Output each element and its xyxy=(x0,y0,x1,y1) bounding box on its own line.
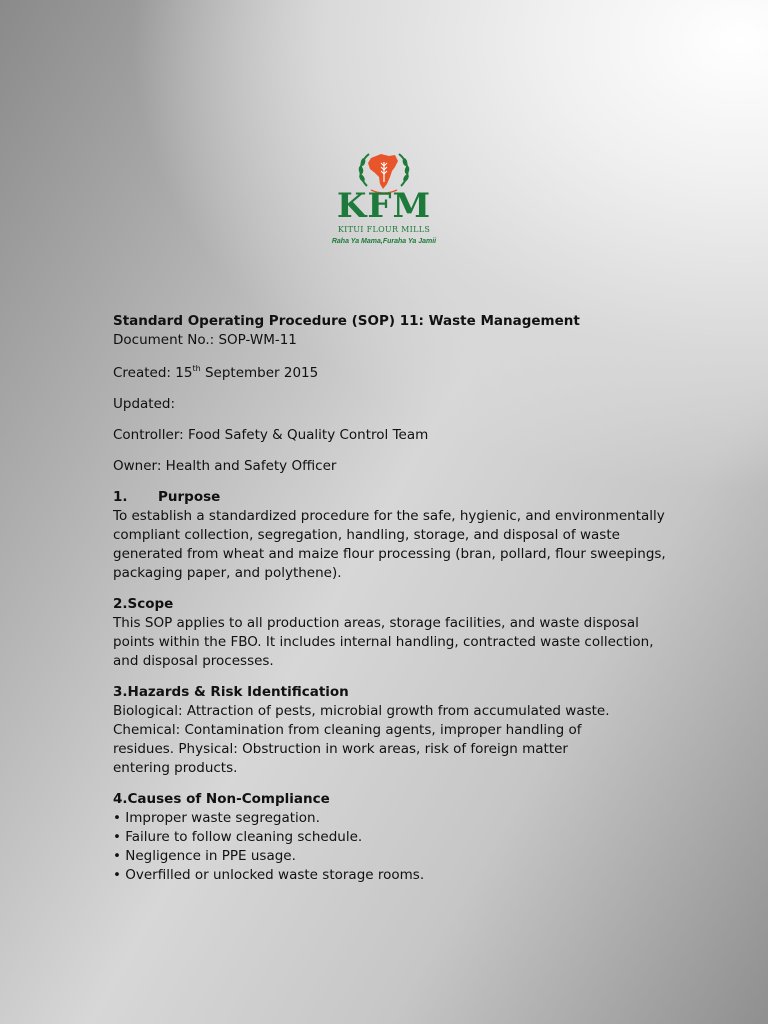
purpose-heading xyxy=(113,488,673,507)
document-number: Document No.: SOP-WM-11 xyxy=(113,332,297,348)
logo-tagline: Raha Ya Mama,Furaha Ya Jamii xyxy=(331,238,437,245)
created-suffix: September 2015 xyxy=(200,365,319,381)
list-item: • Improper waste segregation. xyxy=(113,810,320,826)
company-logo xyxy=(331,150,437,250)
causes-list xyxy=(113,809,673,885)
created-ordinal: th xyxy=(192,364,201,373)
purpose-number: 1. xyxy=(113,489,128,505)
scope-body: This SOP applies to all production areas, storage facilities, and waste disposal points within the FBO. It includes internal handling, contracted waste collection, and disposal processes. xyxy=(113,615,654,669)
document-title: Standard Operating Procedure (SOP) 11: Waste Management xyxy=(113,313,580,329)
document-body xyxy=(113,312,673,885)
list-item: • Overfilled or unlocked waste storage rooms. xyxy=(113,867,425,883)
logo-letters: KFM xyxy=(336,186,432,226)
causes-heading: 4.Causes of Non-Compliance xyxy=(113,791,330,807)
hazards-heading: 3.Hazards & Risk Identification xyxy=(113,684,349,700)
owner-line: Owner: Health and Safety Officer xyxy=(113,458,337,474)
list-item: • Negligence in PPE usage. xyxy=(113,848,296,864)
purpose-title: Purpose xyxy=(158,489,221,505)
purpose-body: To establish a standardized procedure for the safe, hygienic, and environmentally compliant collection, segregation, handling, storage, and disposal of waste generated from wheat and maize flour processing (bran, pollard, flour sweepings, packaging paper, and polythene). xyxy=(113,508,666,581)
created-date xyxy=(113,364,673,383)
scope-heading: 2.Scope xyxy=(113,596,174,612)
updated-date: Updated: xyxy=(113,396,176,412)
logo-company-name: KITUI FLOUR MILLS xyxy=(337,225,431,234)
list-item: • Failure to follow cleaning schedule. xyxy=(113,829,363,845)
created-prefix: Created: 15 xyxy=(113,365,193,381)
controller-line: Controller: Food Safety & Quality Control Team xyxy=(113,427,429,443)
hazards-body: Biological: Attraction of pests, microbial growth from accumulated waste. Chemical: Contamination from cleaning agents, improper handling of residues. Physical: Obstruction in work areas, risk of foreign matter entering products. xyxy=(113,703,610,776)
